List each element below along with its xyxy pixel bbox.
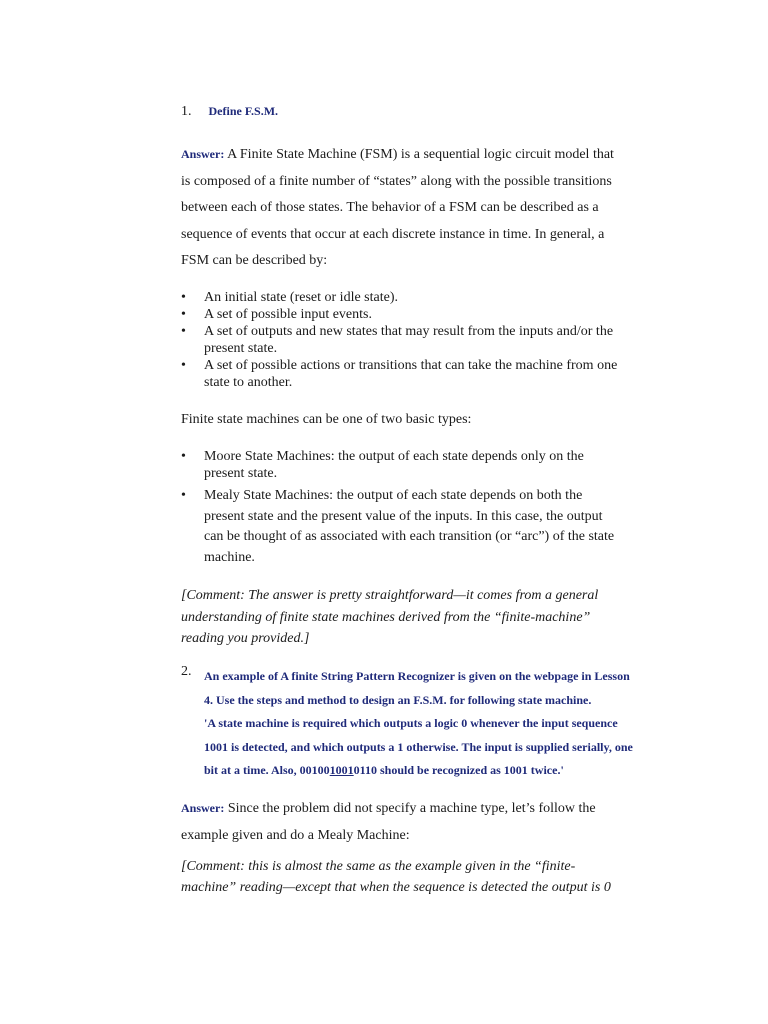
question-2-text: An example of A finite String Pattern Recognizer is given on the webpage in Lesson 4. Use the steps and method to design an F.S.M. for following state machine. 'A state machine is required which outputs a logic 0 whenever the input sequence 1001 is detected, and which outputs a 1 otherwise. The input is supplied serially, one bit at a time. Also, 0010010010110 should be recognized as 1001 twice.' [204, 669, 633, 778]
answer-line: FSM can be described by: [181, 253, 328, 269]
list-item: • A set of possible actions or transitions that can take the machine from one state to another. [181, 358, 618, 390]
fsm-types-list [181, 448, 651, 569]
question-1-number: 1. [181, 104, 192, 119]
question-1-answer [181, 141, 651, 275]
answer-line: is composed of a finite number of “states” along with the possible transitions [181, 173, 612, 189]
list-item: • Moore State Machines: the output of each state depends only on the present state. [181, 449, 584, 481]
list-item: • A set of possible input events. [181, 307, 372, 322]
list-item: • An initial state (reset or idle state). [181, 290, 398, 305]
comment-2: [Comment: this is almost the same as the example given in the “finite- machine” reading—except that when the sequence is detected the output is 0 [181, 859, 611, 895]
question-1-heading [181, 104, 278, 120]
question-1-title: Define F.S.M. [208, 104, 279, 118]
answer-line: sequence of events that occur at each discrete instance in time. In general, a [181, 226, 605, 242]
question-2-answer: Answer: Since the problem did not specify a machine type, let’s follow the example given and do a Mealy Machine: [181, 801, 596, 843]
answer-label: Answer: [181, 801, 225, 815]
answer-line: between each of those states. The behavior of a FSM can be described as a [181, 200, 599, 216]
types-intro: Finite state machines can be one of two basic types: [181, 412, 472, 427]
answer-line: A Finite State Machine (FSM) is a sequential logic circuit model that [227, 147, 614, 162]
question-2-number: 2. [181, 664, 192, 679]
comment-1: [Comment: The answer is pretty straightforward—it comes from a general understanding of finite state machines derived from the “finite-machine” reading you provided.] [181, 588, 599, 646]
list-item: • Mealy State Machines: the output of each state depends on both the present state and the present value of the inputs. In this case, the output can be thought of as associated with each transition (or “arc”) of the state machine. [181, 488, 615, 566]
answer-label: Answer: [181, 147, 225, 161]
list-item: • A set of outputs and new states that may result from the inputs and/or the present state. [181, 324, 614, 356]
fsm-description-list [181, 289, 651, 391]
